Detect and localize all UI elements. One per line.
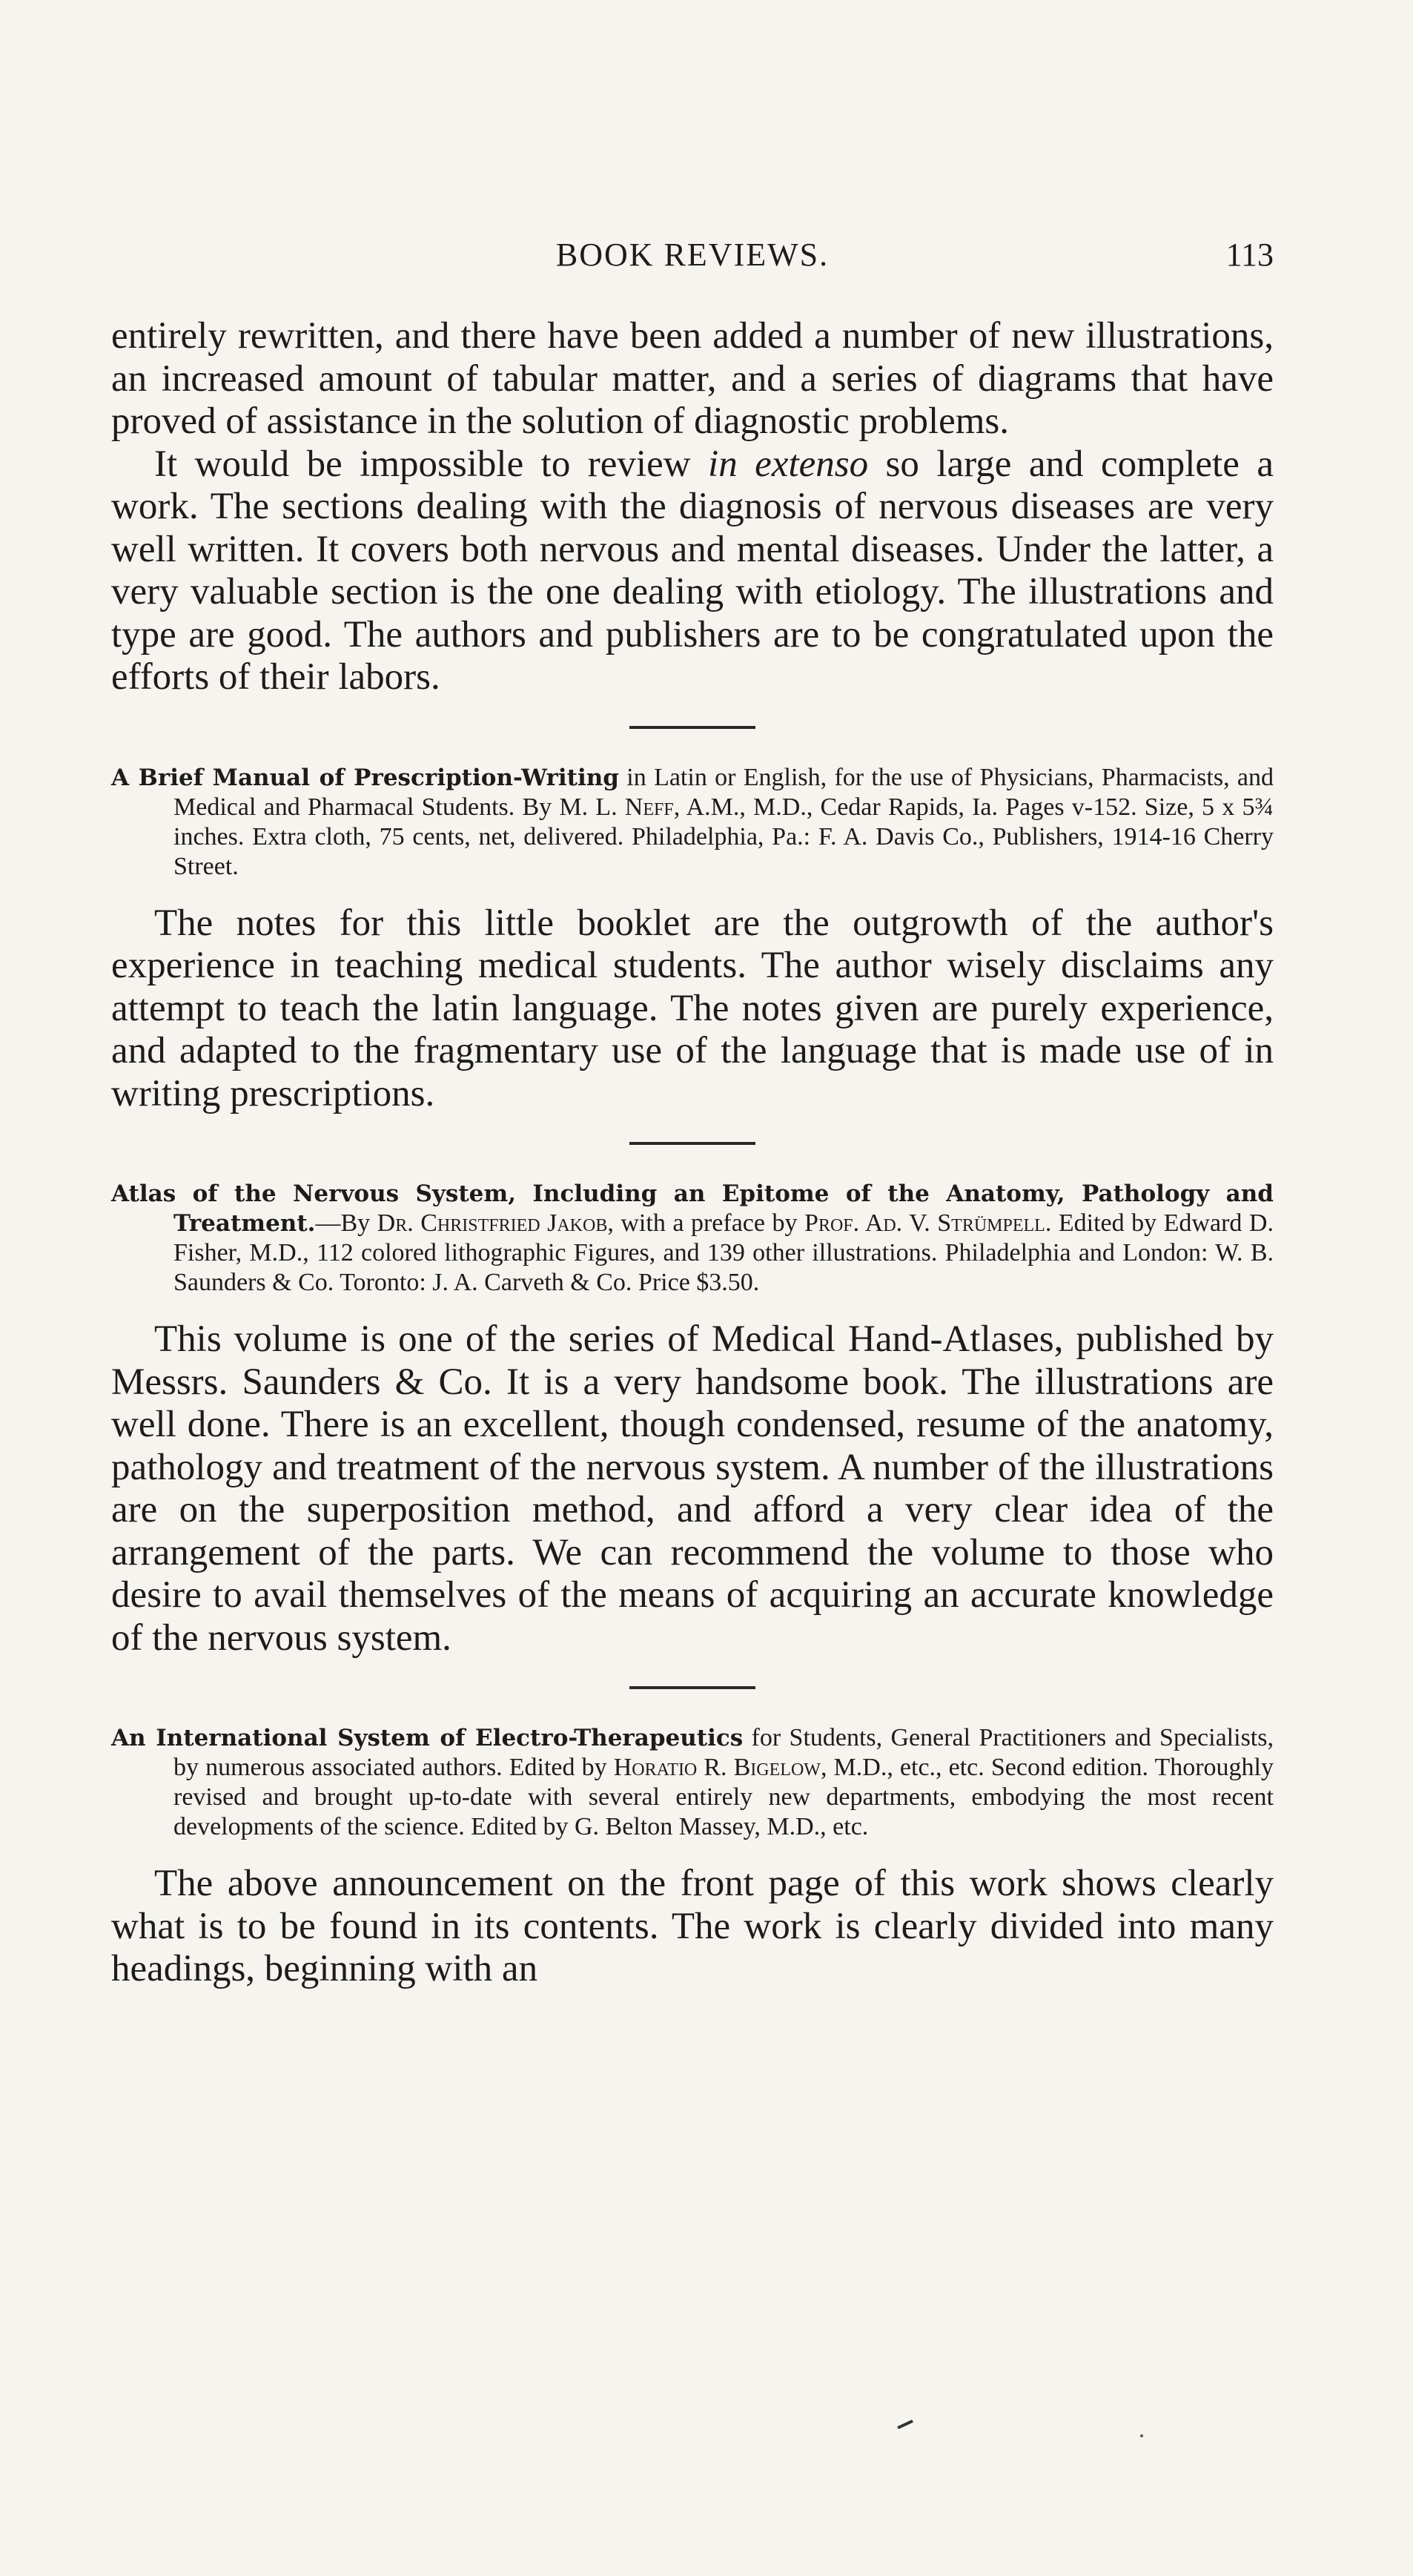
review-closing-paragraph — [111, 443, 1274, 699]
book-author: M. L. Neff — [559, 793, 674, 821]
section-divider — [629, 1686, 755, 1689]
preface-author: Prof. Ad. V. Strümpell — [804, 1209, 1045, 1237]
citation-text: in Latin or English, for the use of Physicians, Pharmacists, and Medical and Pharmacal Students. By — [173, 763, 1274, 821]
book-author: Dr. Christfried Jakob — [377, 1209, 608, 1237]
citation-text: for Students, General Practitioners and Specialists, by numerous associated authors. Edited by — [173, 1724, 1274, 1781]
review-paragraph: The above announcement on the front page of this work shows clearly what is to be found in its contents. The work is clearly divided into many headings, beginning with an — [111, 1863, 1274, 1989]
book-title: Atlas of the Nervous System, Including an Epitome of the Anatomy, Pathology and Treatment. — [111, 1180, 1274, 1237]
page-number: 113 — [1225, 237, 1274, 273]
book-title: An International System of Electro-Therapeutics — [111, 1725, 744, 1751]
citation-text: —By — [315, 1209, 377, 1237]
citation-text: , with a preface by — [607, 1209, 805, 1237]
citation-text: . Edited by Edward D. Fisher, M.D., 112 colored lithographic Figures, and 139 other illustrations. Philadelphia and London: W. B. Saunders & Co. Toronto: J. A. Carveth & Co. Price $3.50. — [173, 1209, 1274, 1296]
citation-text: , M.D., etc., etc. Second edition. Thoroughly revised and brought up-to-date with several entirely new departments, embodying the most recent developments of the science. Edited by G. Belton Massey, M.D., etc. — [173, 1754, 1274, 1840]
ink-mark — [894, 2413, 913, 2429]
book-editor: Horatio R. Bigelow — [613, 1754, 821, 1781]
review-paragraph: The notes for this little booklet are the outgrowth of the author's experience in teaching medical students. The author wisely disclaims any attempt to teach the latin language. The notes given are purely experience, and adapted to the fragmentary use of the language that is made use of in writing prescriptions. — [111, 902, 1274, 1114]
citation-text: , A.M., M.D., Cedar Rapids, Ia. Pages v-152. Size, 5 x 5¾ inches. Extra cloth, 75 cents, net, delivered. Philadelphia, Pa.: F. A. Davis Co., Publishers, 1914-16 Cherry Street. — [173, 793, 1274, 880]
page-body — [111, 315, 1274, 1991]
review-paragraph: This volume is one of the series of Medical Hand-Atlases, published by Messrs. Saunders & Co. It is a very handsome book. The illustrations are well done. There is an excellent, though condensed, resume of the anatomy, pathology and treatment of the nervous system. A number of the illustrations are on the superposition method, and afford a very clear idea of the arrangement of the parts. We can recommend the volume to those who desire to avail themselves of the means of acquiring an accurate knowledge of the nervous system. — [111, 1318, 1274, 1659]
italic-phrase: in extenso — [708, 443, 869, 485]
review-continued-paragraph: entirely rewritten, and there have been added a number of new illustrations, an increased amount of tabular matter, and a series of diagrams that have proved of assistance in the solution of diagnostic problems. — [111, 315, 1274, 442]
book-citation — [111, 1723, 1274, 1842]
section-divider — [629, 1142, 755, 1145]
running-head — [111, 236, 1274, 280]
section-divider — [629, 726, 755, 729]
running-title: BOOK REVIEWS. — [555, 237, 830, 273]
book-citation — [111, 763, 1274, 882]
ink-dot — [1140, 2434, 1143, 2437]
book-citation — [111, 1179, 1274, 1298]
book-title: A Brief Manual of Prescription-Writing — [111, 764, 619, 791]
text-run: so large and complete a work. The sections dealing with the diagnosis of nervous diseases are very well written. It covers both nervous and mental diseases. Under the latter, a very valuable section is the one dealing with etiology. The illustrations and type are good. The authors and publishers are to be congratulated upon the efforts of their labors. — [111, 443, 1274, 698]
text-run: It would be impossible to review — [154, 443, 709, 485]
